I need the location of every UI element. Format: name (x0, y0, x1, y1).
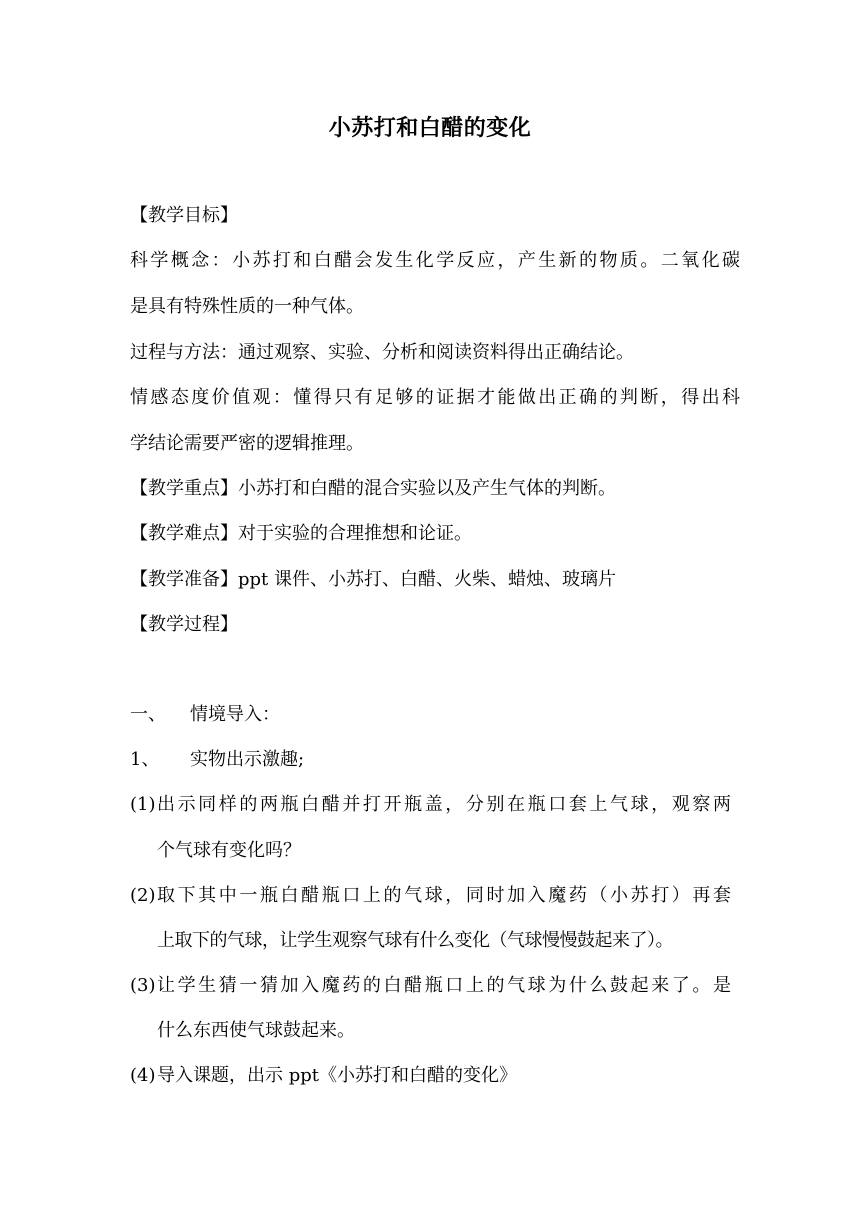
list-item-number: (1) (130, 794, 156, 815)
list-item-number: (2) (130, 885, 156, 906)
concept-line-1: 科学概念：小苏打和白醋会发生化学反应，产生新的物质。二氧化碳 (130, 250, 740, 271)
list-item-number: (4) (130, 1065, 156, 1086)
section-number: 一、 (130, 704, 166, 725)
preparation-line: 【教学准备】ppt 课件、小苏打、白醋、火柴、蜡烛、玻璃片 (130, 569, 616, 590)
objectives-heading: 【教学目标】 (130, 205, 238, 226)
document-title: 小苏打和白醋的变化 (328, 115, 532, 141)
list-item-line: 导入课题，出示 ppt《小苏打和白醋的变化》 (157, 1065, 517, 1086)
difficulty-line: 【教学难点】对于实验的合理推想和论证。 (130, 523, 472, 544)
list-item-line: 取下其中一瓶白醋瓶口上的气球，同时加入魔药（小苏打）再套 (157, 885, 731, 906)
step-number: 1、 (130, 749, 160, 770)
section-title: 情境导入： (190, 704, 280, 725)
concept-line-2: 是具有特殊性质的一种气体。 (130, 296, 364, 317)
list-item-line: 出示同样的两瓶白醋并打开瓶盖，分别在瓶口套上气球，观察两 (157, 794, 731, 815)
process-method-line: 过程与方法：通过观察、实验、分析和阅读资料得出正确结论。 (130, 342, 634, 363)
values-line-1: 情感态度价值观：懂得只有足够的证据才能做出正确的判断，得出科 (130, 387, 740, 408)
list-item-continuation: 个气球有变化吗？ (157, 840, 301, 861)
list-item-line: 让学生猜一猜加入魔药的白醋瓶口上的气球为什么鼓起来了。是 (157, 975, 731, 996)
step-title: 实物出示激趣; (190, 749, 305, 770)
values-line-2: 学结论需要严密的逻辑推理。 (130, 433, 364, 454)
key-point-line: 【教学重点】小苏打和白醋的混合实验以及产生气体的判断。 (130, 478, 616, 499)
process-heading: 【教学过程】 (130, 614, 238, 635)
list-item-continuation: 上取下的气球，让学生观察气球有什么变化（气球慢慢鼓起来了）。 (157, 930, 673, 951)
list-item-number: (3) (130, 975, 156, 996)
list-item-continuation: 什么东西使气球鼓起来。 (157, 1020, 355, 1041)
